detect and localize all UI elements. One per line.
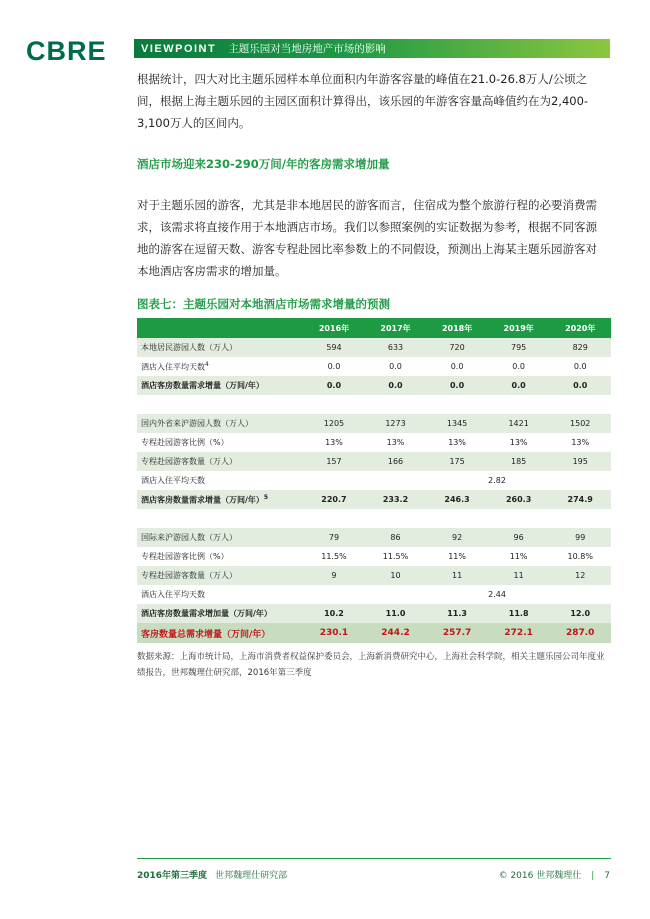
table-cell: 11.3 xyxy=(426,604,488,623)
table-cell: 1345 xyxy=(426,414,488,433)
row-label-text: 专程赴园游客数量（万人） xyxy=(141,457,237,466)
table-cell: 0.0 xyxy=(365,357,427,376)
table-cell: 11.8 xyxy=(488,604,550,623)
table-cell: 1421 xyxy=(488,414,550,433)
table-cell: 260.3 xyxy=(488,490,550,509)
table-cell: 11.5% xyxy=(303,547,365,566)
total-cell: 230.1 xyxy=(303,623,365,643)
table-row xyxy=(137,490,611,509)
row-label-text: 酒店客房数量需求增加量（万间/年） xyxy=(141,609,272,618)
row-label-text: 酒店客房数量需求增量（万间/年） xyxy=(141,381,264,390)
table-cell: 0.0 xyxy=(488,376,550,395)
table-cell: 11.5% xyxy=(365,547,427,566)
page-number: 7 xyxy=(604,871,610,881)
table-row xyxy=(137,433,611,452)
table-cell: 79 xyxy=(303,528,365,547)
table-cell: 594 xyxy=(303,338,365,357)
footnote-marker: 5 xyxy=(263,493,269,501)
column-header: 2016年 xyxy=(303,318,365,338)
table-cell xyxy=(426,395,488,414)
row-label xyxy=(137,338,303,357)
total-cell: 287.0 xyxy=(549,623,611,643)
table-cell: 0.0 xyxy=(426,357,488,376)
table-cell xyxy=(549,509,611,528)
table-cell: 829 xyxy=(549,338,611,357)
row-label-text: 酒店入住平均天数 xyxy=(141,362,205,372)
cbre-logo: CBRE xyxy=(26,36,107,66)
series-label: VIEWPOINT xyxy=(141,42,217,55)
header-bar xyxy=(134,39,610,58)
table-cell: 0.0 xyxy=(549,376,611,395)
table-cell: 11.0 xyxy=(365,604,427,623)
table-cell xyxy=(488,509,550,528)
table-cell xyxy=(488,395,550,414)
column-header: 2019年 xyxy=(488,318,550,338)
table-cell xyxy=(303,509,365,528)
table-cell: 99 xyxy=(549,528,611,547)
table-cell: 233.2 xyxy=(365,490,427,509)
row-label xyxy=(137,433,303,452)
table-cell: 1502 xyxy=(549,414,611,433)
table-cell: 12 xyxy=(549,566,611,585)
row-label-text: 国际来沪游园人数（万人） xyxy=(141,533,237,542)
row-label xyxy=(137,414,303,433)
row-label xyxy=(137,490,303,509)
row-label-text: 酒店入住平均天数 xyxy=(141,476,205,485)
table-cell: 11% xyxy=(488,547,550,566)
row-label-text: 专程赴园游客比例（%） xyxy=(141,552,229,561)
table-header-row xyxy=(137,318,611,338)
total-label: 客房数量总需求增量（万间/年） xyxy=(137,623,303,643)
table-cell: 2.44 xyxy=(303,585,611,604)
table-cell: 220.7 xyxy=(303,490,365,509)
table-cell: 0.0 xyxy=(303,357,365,376)
table-row xyxy=(137,395,611,414)
column-header: 2020年 xyxy=(549,318,611,338)
row-label-text: 酒店客房数量需求增量（万间/年） xyxy=(141,495,264,505)
row-label xyxy=(137,604,303,623)
table-cell: 195 xyxy=(549,452,611,471)
table-cell: 13% xyxy=(365,433,427,452)
table-row xyxy=(137,414,611,433)
figure-title: 图表七：主题乐园对本地酒店市场需求增量的预测 xyxy=(137,297,390,311)
forecast-table xyxy=(137,318,611,643)
total-cell: 244.2 xyxy=(365,623,427,643)
table-row xyxy=(137,509,611,528)
table-cell xyxy=(549,395,611,414)
table-row xyxy=(137,528,611,547)
table-cell: 720 xyxy=(426,338,488,357)
table-cell: 13% xyxy=(426,433,488,452)
table-cell: 246.3 xyxy=(426,490,488,509)
row-label xyxy=(137,452,303,471)
table-cell: 1205 xyxy=(303,414,365,433)
table-cell: 13% xyxy=(303,433,365,452)
column-header xyxy=(137,318,303,338)
table-cell: 13% xyxy=(488,433,550,452)
table-cell: 0.0 xyxy=(365,376,427,395)
table-cell: 10.2 xyxy=(303,604,365,623)
table-row xyxy=(137,471,611,490)
footer-org: 世邦魏理仕研究部 xyxy=(215,871,288,881)
table-cell: 11 xyxy=(426,566,488,585)
table-row xyxy=(137,566,611,585)
row-label xyxy=(137,509,303,528)
table-cell: 166 xyxy=(365,452,427,471)
total-row xyxy=(137,623,611,643)
table-cell xyxy=(365,395,427,414)
table-row xyxy=(137,604,611,623)
table-cell: 2.82 xyxy=(303,471,611,490)
table-cell: 1273 xyxy=(365,414,427,433)
table-cell: 9 xyxy=(303,566,365,585)
table-cell: 0.0 xyxy=(426,376,488,395)
row-label xyxy=(137,376,303,395)
table-cell: 13% xyxy=(549,433,611,452)
table-cell: 185 xyxy=(488,452,550,471)
total-cell: 257.7 xyxy=(426,623,488,643)
footer-right xyxy=(499,868,610,881)
total-cell: 272.1 xyxy=(488,623,550,643)
row-label-text: 本地居民游园人数（万人） xyxy=(141,343,237,352)
row-label xyxy=(137,547,303,566)
table-cell: 92 xyxy=(426,528,488,547)
table-row xyxy=(137,585,611,604)
table-row xyxy=(137,547,611,566)
table-row xyxy=(137,357,611,376)
row-label-text: 专程赴园游客比例（%） xyxy=(141,438,229,447)
table-cell: 795 xyxy=(488,338,550,357)
table-cell: 11% xyxy=(426,547,488,566)
table-cell: 96 xyxy=(488,528,550,547)
table-cell: 10 xyxy=(365,566,427,585)
footer-quarter: 2016年第三季度 xyxy=(137,871,208,881)
row-label xyxy=(137,395,303,414)
data-source-note: 数据来源：上海市统计局，上海市消费者权益保护委员会，上海新消费研究中心，上海社会科学院，相关主题乐园公司年度业绩报告，世邦魏理仕研究部，2016年第三季度 xyxy=(137,652,605,678)
table-row xyxy=(137,338,611,357)
table-row xyxy=(137,376,611,395)
paragraph-1: 根据统计，四大对比主题乐园样本单位面积内年游客容量的峰值在21.0-26.8万人/公顷之间，根据上海主题乐园的主园区面积计算得出，该乐园的年游客容量高峰值约在为2,400-3,100万人的区间内。 xyxy=(137,72,589,130)
table-cell: 157 xyxy=(303,452,365,471)
main-content xyxy=(137,68,607,681)
row-label-text: 国内外省来沪游园人数（万人） xyxy=(141,419,253,428)
footer-left xyxy=(137,868,287,881)
table-cell: 0.0 xyxy=(303,376,365,395)
table-cell xyxy=(365,509,427,528)
row-label xyxy=(137,528,303,547)
section-subhead: 酒店市场迎来230-290万间/年的客房需求增加量 xyxy=(137,157,390,171)
table-cell: 0.0 xyxy=(549,357,611,376)
table-cell: 10.8% xyxy=(549,547,611,566)
table-cell: 11 xyxy=(488,566,550,585)
footer-separator: | xyxy=(591,871,595,881)
table-cell xyxy=(426,509,488,528)
footnote-marker: 4 xyxy=(205,360,209,368)
table-cell: 86 xyxy=(365,528,427,547)
paragraph-2: 对于主题乐园的游客，尤其是非本地居民的游客而言，住宿成为整个旅游行程的必要消费需求，该需求将直接作用于本地酒店市场。我们以参照案例的实证数据为参考，根据不同客源地的游客在逗留天数、游客专程赴园比率参数上的不同假设，预测出上海某主题乐园游客对本地酒店客房需求的增加量。 xyxy=(137,198,597,278)
row-label xyxy=(137,357,303,376)
column-header: 2017年 xyxy=(365,318,427,338)
row-label-text: 专程赴园游客数量（万人） xyxy=(141,571,237,580)
table-row xyxy=(137,452,611,471)
header-title: 主题乐园对当地房地产市场的影响 xyxy=(228,43,386,55)
footer-copyright: © 2016 世邦魏理仕 xyxy=(498,871,582,881)
table-cell xyxy=(303,395,365,414)
table-cell: 274.9 xyxy=(549,490,611,509)
row-label xyxy=(137,566,303,585)
table-cell: 0.0 xyxy=(488,357,550,376)
column-header: 2018年 xyxy=(426,318,488,338)
row-label xyxy=(137,471,303,490)
table-cell: 12.0 xyxy=(549,604,611,623)
row-label-text: 酒店入住平均天数 xyxy=(141,590,205,599)
table-cell: 633 xyxy=(365,338,427,357)
footer-divider xyxy=(137,858,611,859)
row-label xyxy=(137,585,303,604)
table-cell: 175 xyxy=(426,452,488,471)
